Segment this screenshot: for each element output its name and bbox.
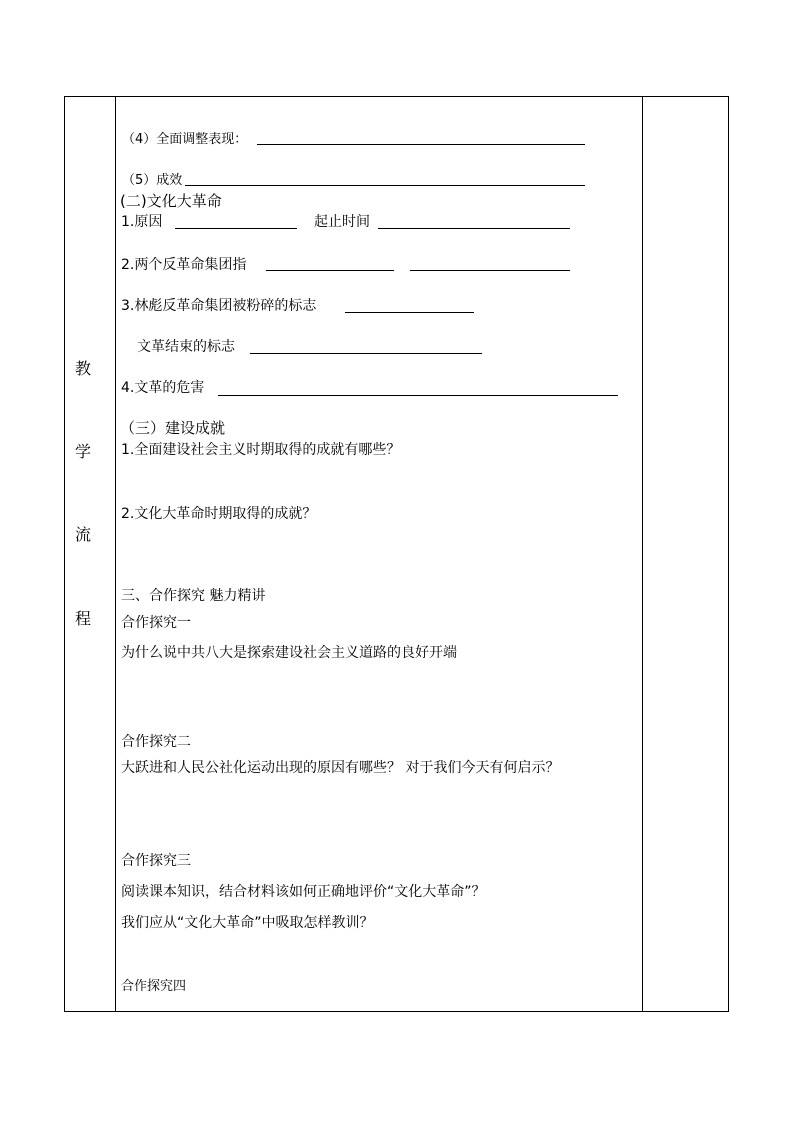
q3-blank — [345, 312, 474, 313]
q1-time-blank — [378, 228, 570, 229]
side-label-char-3: 流 — [74, 525, 91, 544]
achievement-question-1: 1.全面建设社会主义时期取得的成就有哪些？ — [121, 442, 401, 458]
column-divider-right — [642, 97, 643, 1011]
coop4-title: 合作探究四 — [121, 979, 187, 994]
q1-reason-label: 1.原因 — [121, 214, 163, 230]
item5-label: （5）成效 — [122, 173, 183, 188]
q4-blank — [218, 395, 618, 396]
coop2-title: 合作探究二 — [121, 734, 191, 750]
side-label-char-2: 学 — [74, 442, 91, 461]
coop1-title: 合作探究一 — [121, 615, 191, 631]
lesson-table — [64, 96, 729, 1012]
q3b-label: 文革结束的标志 — [137, 339, 235, 355]
part3-heading: 三、合作探究 魅力精讲 — [121, 588, 266, 604]
column-divider-left — [115, 97, 116, 1011]
q3b-blank — [250, 353, 482, 354]
section3-heading: （三）建设成就 — [120, 419, 226, 437]
item4-label: （4）全面调整表现： — [122, 132, 248, 147]
coop1-text: 为什么说中共八大是探索建设社会主义道路的良好开端 — [121, 645, 457, 661]
coop2-text: 大跃进和人民公社化运动出现的原因有哪些？ 对于我们今天有何启示？ — [121, 760, 560, 776]
q4-label: 4.文革的危害 — [121, 380, 205, 396]
q3-label: 3.林彪反革命集团被粉碎的标志 — [121, 298, 317, 314]
side-label-char-4: 程 — [74, 609, 91, 628]
q1-time-label: 起止时间 — [314, 214, 370, 230]
section2-heading: (二)文化大革命 — [120, 192, 222, 210]
coop3-text-2: 我们应从“文化大革命”中吸取怎样教训？ — [121, 915, 374, 931]
item4-blank — [257, 144, 585, 145]
q2-blank-1 — [266, 270, 394, 271]
item5-blank — [185, 185, 585, 186]
coop3-text-1: 阅读课本知识，结合材料该如何正确地评价“文化大革命”？ — [121, 884, 486, 900]
q2-label: 2.两个反革命集团指 — [121, 257, 247, 273]
side-label-char-1: 教 — [74, 359, 91, 378]
achievement-question-2: 2.文化大革命时期取得的成就？ — [121, 506, 317, 522]
coop3-title: 合作探究三 — [121, 853, 191, 869]
q1-reason-blank — [175, 228, 297, 229]
q2-blank-2 — [410, 270, 570, 271]
